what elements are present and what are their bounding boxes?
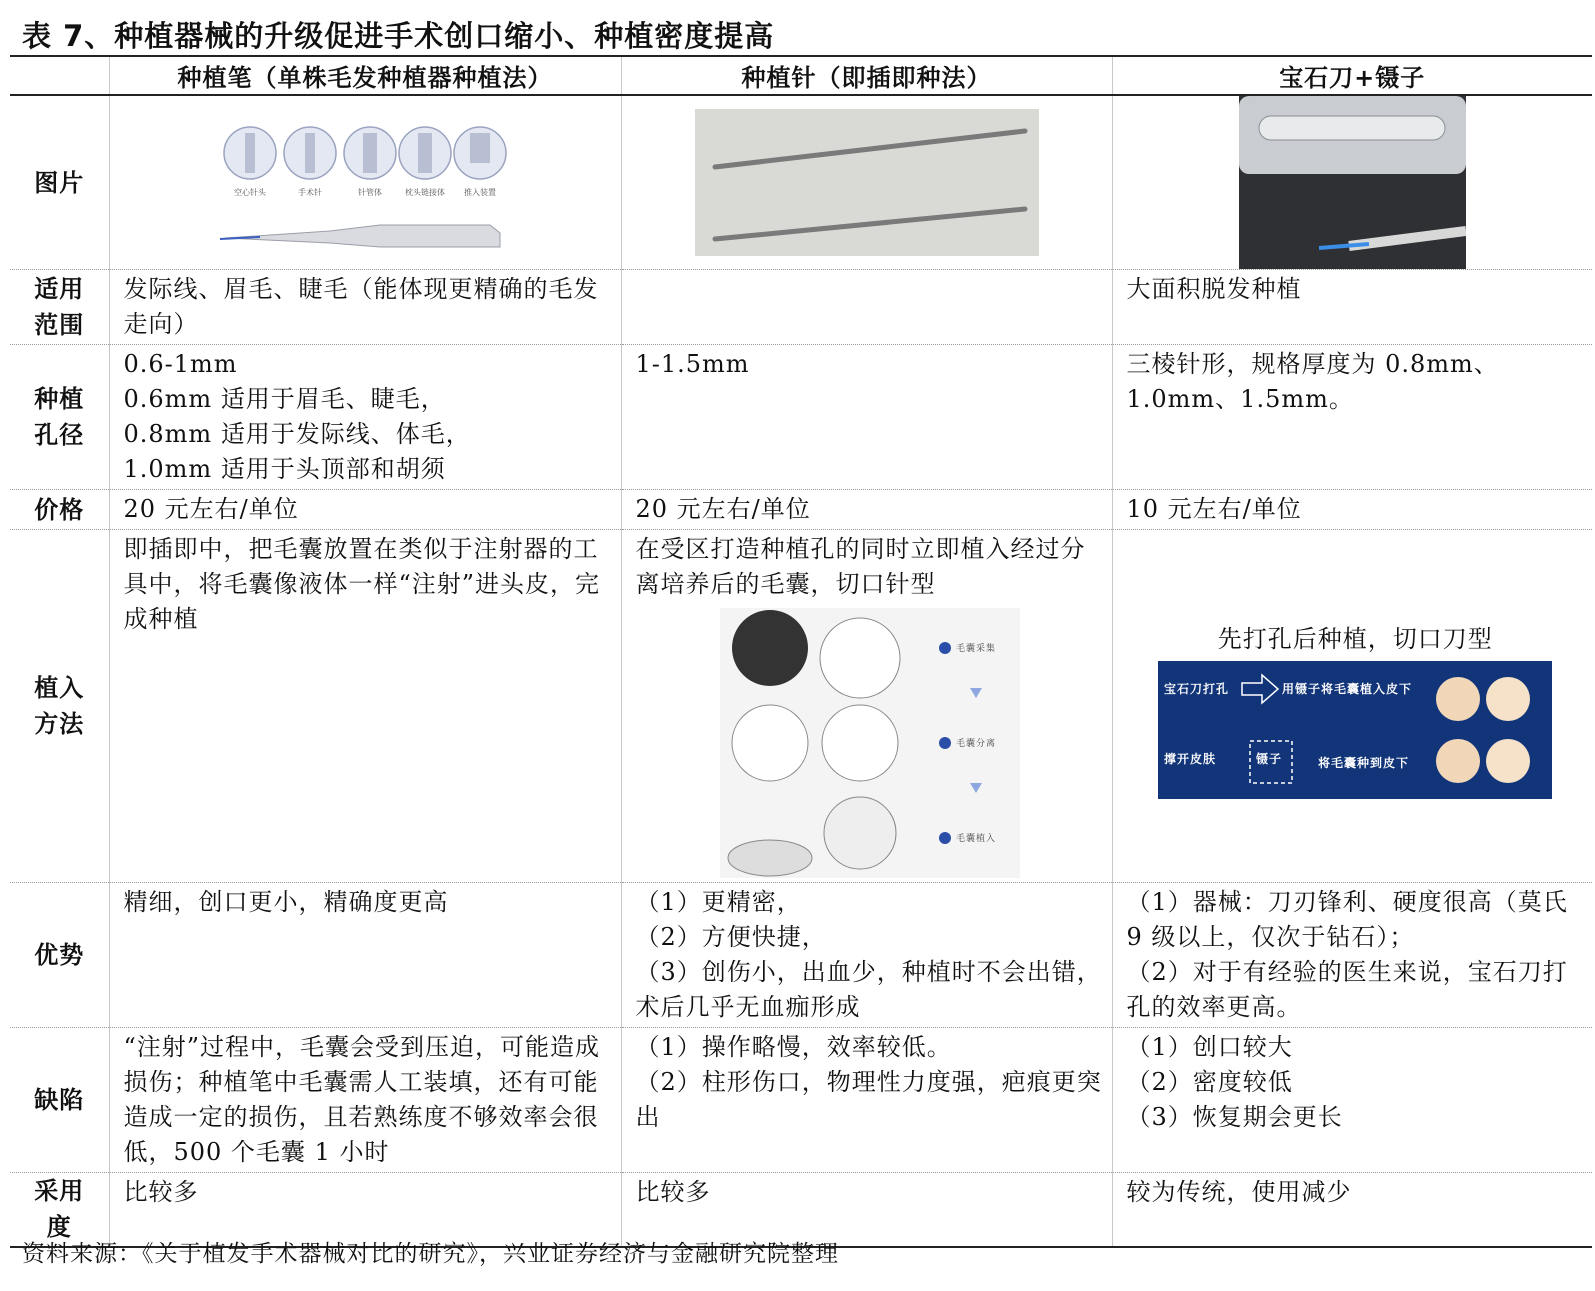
row-label-adoption: 采用 度 — [10, 1173, 109, 1247]
aperture-pen — [109, 345, 621, 490]
method-needle — [621, 530, 1112, 883]
diagram-step: 用镊子将毛囊植入皮下 — [1282, 682, 1413, 696]
header-pen: 种植笔（单株毛发种植器种植法） — [109, 57, 621, 95]
row-label-method: 植入 方法 — [10, 530, 109, 883]
price-pen: 20 元左右/单位 — [109, 490, 621, 530]
defect-line: “注射”过程中，毛囊会受到压迫，可能造成损伤；种植笔中毛囊需人工装填，还有可能造成一定的损伤，且若熟练度不够效率会很低，500 个毛囊 1 小时 — [123, 1033, 601, 1166]
row-label-image: 图片 — [10, 95, 109, 270]
scope-gem-knife: 大面积脱发种植 — [1112, 270, 1592, 345]
pen-part-label: 推入装置 — [464, 187, 496, 197]
method-gem-knife — [1112, 530, 1592, 883]
row-label-aperture: 种植 孔径 — [10, 345, 109, 490]
diagram-step: 将毛囊种到皮下 — [1318, 756, 1410, 770]
price-needle: 20 元左右/单位 — [621, 490, 1112, 530]
defect-line: （1）创口较大 — [1126, 1033, 1293, 1061]
pen-part-label: 手术针 — [298, 187, 322, 197]
defect-line: （2）柱形伤口，物理性力度强，疤痕更突出 — [635, 1068, 1102, 1131]
advantage-gem-knife — [1112, 883, 1592, 1028]
price-gem-knife: 10 元左右/单位 — [1112, 490, 1592, 530]
pen-image — [109, 95, 621, 270]
gem-knife-procedure-diagram — [1158, 661, 1552, 799]
planting-needle-photo — [695, 109, 1039, 256]
pen-part-label: 枕头链接体 — [405, 187, 445, 197]
defect-line: （3）恢复期会更长 — [1126, 1103, 1343, 1131]
advantage-line: （1）器械：刀刃锋利、硬度很高（莫氏 9 级以上，仅次于钻石）； — [1126, 888, 1568, 951]
needle-step-label: 毛囊分离 — [955, 739, 996, 749]
needle-image — [621, 95, 1112, 270]
diagram-step: 撑开皮肤 — [1164, 752, 1217, 766]
defect-pen — [109, 1028, 621, 1173]
row-label-defect: 缺陷 — [10, 1028, 109, 1173]
advantage-line: 精细，创口更小，精确度更高 — [123, 888, 449, 916]
header-gem-knife: 宝石刀+镊子 — [1112, 57, 1592, 95]
needle-step-label: 毛囊植入 — [955, 834, 996, 844]
image-row — [10, 95, 1592, 270]
gem-knife-photo — [1239, 96, 1466, 269]
defect-needle — [621, 1028, 1112, 1173]
aperture-needle — [621, 345, 1112, 490]
scope-pen: 发际线、眉毛、睫毛（能体现更精确的毛发走向） — [109, 270, 621, 345]
advantage-line: （2）对于有经验的医生来说，宝石刀打孔的效率更高。 — [1126, 958, 1568, 1021]
header-blank — [10, 57, 109, 95]
scope-needle — [621, 270, 1112, 345]
pen-part-label: 针管体 — [358, 187, 382, 197]
aperture-line: 0.6mm 适用于眉毛、睫毛， — [123, 385, 446, 413]
aperture-line: 三棱针形，规格厚度为 0.8mm、1.0mm、1.5mm。 — [1126, 350, 1499, 413]
aperture-gem-knife — [1112, 345, 1592, 490]
needle-step-label: 毛囊采集 — [955, 644, 996, 654]
aperture-line: 0.8mm 适用于发际线、体毛， — [123, 420, 471, 448]
aperture-line: 0.6-1mm — [123, 350, 238, 378]
method-gem-knife-caption: 先打孔后种植，切口刀型 — [1217, 625, 1493, 653]
header-row — [10, 57, 1592, 95]
adoption-gem-knife: 较为传统，使用减少 — [1112, 1173, 1592, 1247]
adoption-pen: 比较多 — [109, 1173, 621, 1247]
defect-line: （2）密度较低 — [1126, 1068, 1293, 1096]
row-label-price: 价格 — [10, 490, 109, 530]
row-label-advantage: 优势 — [10, 883, 109, 1028]
comparison-table — [10, 57, 1592, 1248]
aperture-line: 1-1.5mm — [635, 350, 750, 378]
adoption-needle: 比较多 — [621, 1173, 1112, 1247]
aperture-line: 1.0mm 适用于头顶部和胡须 — [123, 455, 446, 483]
advantage-row — [10, 883, 1592, 1028]
defect-row — [10, 1028, 1592, 1173]
gem-knife-image — [1112, 95, 1592, 270]
diagram-step: 宝石刀打孔 — [1164, 682, 1230, 696]
method-pen: 即插即中，把毛囊放置在类似于注射器的工具中，将毛囊像液体一样“注射”进头皮，完成种植 — [109, 530, 621, 883]
scope-row — [10, 270, 1592, 345]
source-note: 资料来源：《关于植发手术器械对比的研究》，兴业证券经济与金融研究院整理 — [22, 1241, 839, 1267]
implanter-pen-illustration — [220, 113, 510, 253]
price-row — [10, 490, 1592, 530]
header-needle: 种植针（即插即种法） — [621, 57, 1112, 95]
advantage-pen — [109, 883, 621, 1028]
diagram-step: 镊子 — [1256, 752, 1283, 766]
advantage-needle — [621, 883, 1112, 1028]
method-row — [10, 530, 1592, 883]
advantage-line: （2）方便快捷， — [635, 923, 827, 951]
defect-gem-knife — [1112, 1028, 1592, 1173]
table-title: 表 7、种植器械的升级促进手术创口缩小、种植密度提高 — [22, 19, 775, 53]
pen-part-label: 空心针头 — [234, 187, 266, 197]
advantage-line: （1）更精密， — [635, 888, 802, 916]
method-needle-text: 在受区打造种植孔的同时立即植入经过分离培养后的毛囊，切口针型 — [635, 535, 1086, 598]
defect-line: （1）操作略慢，效率较低。 — [635, 1033, 952, 1061]
advantage-line: （3）创伤小，出血少，种植时不会出错，术后几乎无血痂形成 — [635, 958, 1102, 1021]
aperture-row — [10, 345, 1592, 490]
needle-procedure-illustration — [720, 608, 1020, 878]
row-label-scope: 适用 范围 — [10, 270, 109, 345]
